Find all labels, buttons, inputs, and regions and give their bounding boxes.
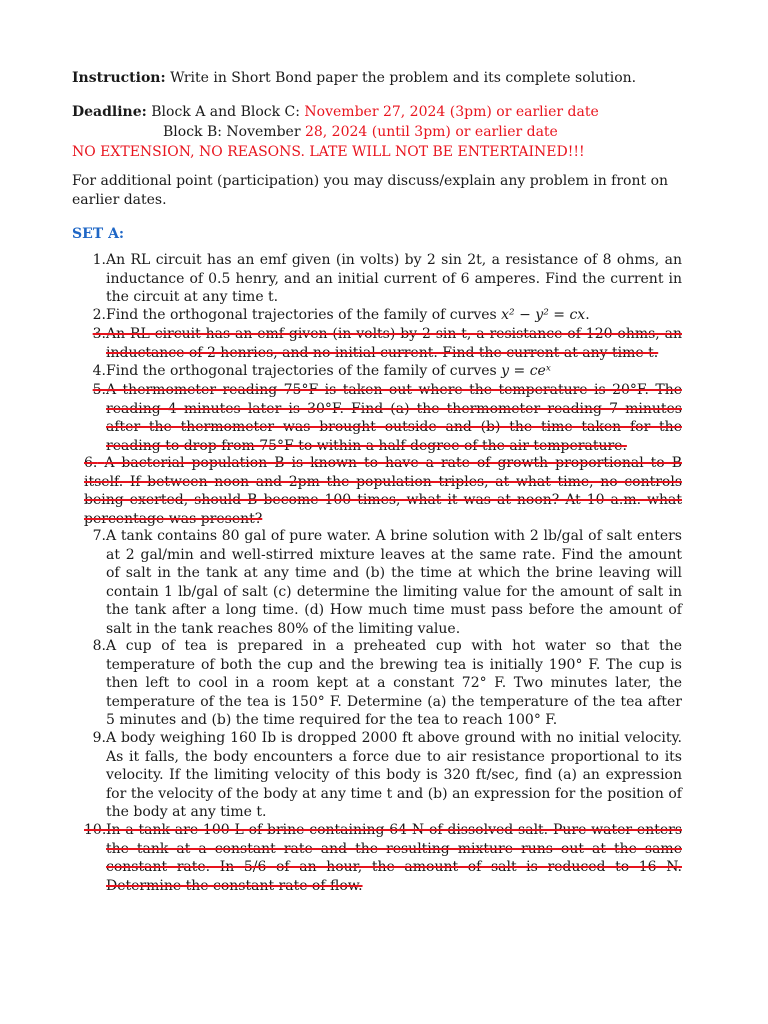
deadline-block-b-date: 28, 2024 (until 3pm) or earlier date <box>304 124 558 140</box>
problem-item-7 <box>72 527 682 638</box>
problem-item-8 <box>72 637 682 730</box>
problem-number: 6. <box>84 455 98 471</box>
deadline-label: Deadline: <box>72 104 147 120</box>
problem-text: A thermometer reading 75°F is taken out where the temperature is 20°F. The reading 4 minutes later is 30°F. Find (a) the thermometer reading 7 minutes after the thermometer was brought outside and (b) the time taken for the reading to drop from 75°F to within a half degree of the air temperature. <box>106 382 682 454</box>
deadline-warning: NO EXTENSION, NO REASONS. LATE WILL NOT BE ENTERTAINED!!! <box>72 144 585 160</box>
problem-number: 1. <box>92 252 106 268</box>
problem-item-2 <box>72 306 682 325</box>
problem-text: An RL circuit has an emf given (in volts) by 2 sin t, a resistance of 120 ohms, an inductance of 2 henries, and no initial current. Find the current at any time t. <box>106 326 682 361</box>
problem-number: 5. <box>92 382 106 398</box>
problem-text: A body weighing 160 Ib is dropped 2000 ft above ground with no initial velocity. As it falls, the body encounters a force due to air resistance proportional to its velocity. If the limiting velocity of this body is 320 ft/sec, find (a) an expression for the velocity of the body at any time t and (b) an expression for the position of the body at any time t. <box>106 730 682 820</box>
problem-text: An RL circuit has an emf given (in volts) by 2 sin 2t, a resistance of 8 ohms, an inductance of 0.5 henry, and an initial current of 6 amperes. Find the current in the circuit at any time t. <box>106 252 682 305</box>
problem-text: In a tank are 100 L of brine containing 64 N of dissolved salt. Pure water enters the tank at a constant rate and the resulting mixture runs out at the same constant rate. In 5/6 of an hour, the amount of salt is reduced to 16 N. Determine the constant rate of flow. <box>106 822 682 894</box>
problem-text: A cup of tea is prepared in a preheated cup with hot water so that the temperature of both the cup and the brewing tea is initially 190° F. The cup is then left to cool in a room kept at a constant 72° F. Two minutes later, the temperature of the tea is 150° F. Determine (a) the temperature of the tea after 5 minutes and (b) the time required for the tea to reach 100° F. <box>106 638 682 728</box>
problem-item-3 <box>72 325 682 362</box>
problem-math: x² − y² = cx <box>501 307 586 323</box>
set-title: SET A: <box>72 226 125 242</box>
problem-tail: . <box>585 307 590 323</box>
deadline-block-ac-date: November 27, 2024 (3pm) or earlier date <box>304 104 599 120</box>
problem-text: Find the orthogonal trajectories of the family of curves <box>106 363 502 379</box>
problem-number: 4. <box>92 363 106 379</box>
problem-text: Find the orthogonal trajectories of the family of curves <box>106 307 502 323</box>
problem-number: 7. <box>92 528 106 544</box>
problem-text: A bacterial population B is known to have a rate of growth proportional to B itself. If between noon and 2pm the population triples, at what time, no controls being exerted, should B become 100 times, what it was at noon? At 10 a.m. what percentage was present? <box>84 455 682 527</box>
problem-item-9 <box>72 729 682 822</box>
deadline-block-ac-prefix: Block A and Block C: <box>146 104 305 120</box>
instruction-text: Write in Short Bond paper the problem and its complete solution. <box>165 70 637 86</box>
problem-math: y = ceˣ <box>501 363 551 379</box>
problem-number: 2. <box>92 307 106 323</box>
problem-number: 8. <box>92 638 106 654</box>
problem-text: A tank contains 80 gal of pure water. A brine solution with 2 lb/gal of salt enters at 2 gal/min and well-stirred mixture leaves at the same rate. Find the amount of salt in the tank at any time and (b) the time at which the brine leaving will contain 1 lb/gal of salt (c) determine the limiting value for the amount of salt in the tank after a long time. (d) How much time must pass before the amount of salt in the tank reaches 80% of the limiting value. <box>106 528 682 637</box>
deadline-line-ac <box>72 103 682 122</box>
participation-note: For additional point (participation) you may discuss/explain any problem in front on earlier dates. <box>72 173 669 208</box>
deadline-line-b <box>163 123 682 142</box>
problem-number: 9. <box>92 730 106 746</box>
problem-item-10 <box>72 821 682 895</box>
problem-item-5 <box>72 381 682 455</box>
instruction-label: Instruction: <box>72 70 166 86</box>
problem-item-4 <box>72 362 682 381</box>
problem-item-6 <box>84 454 682 528</box>
problem-number: 10. <box>84 822 107 838</box>
problem-number: 3. <box>92 326 106 342</box>
problem-item-1 <box>72 251 682 307</box>
instruction-line <box>72 69 682 88</box>
deadline-block-b-prefix: Block B: November <box>163 124 305 140</box>
